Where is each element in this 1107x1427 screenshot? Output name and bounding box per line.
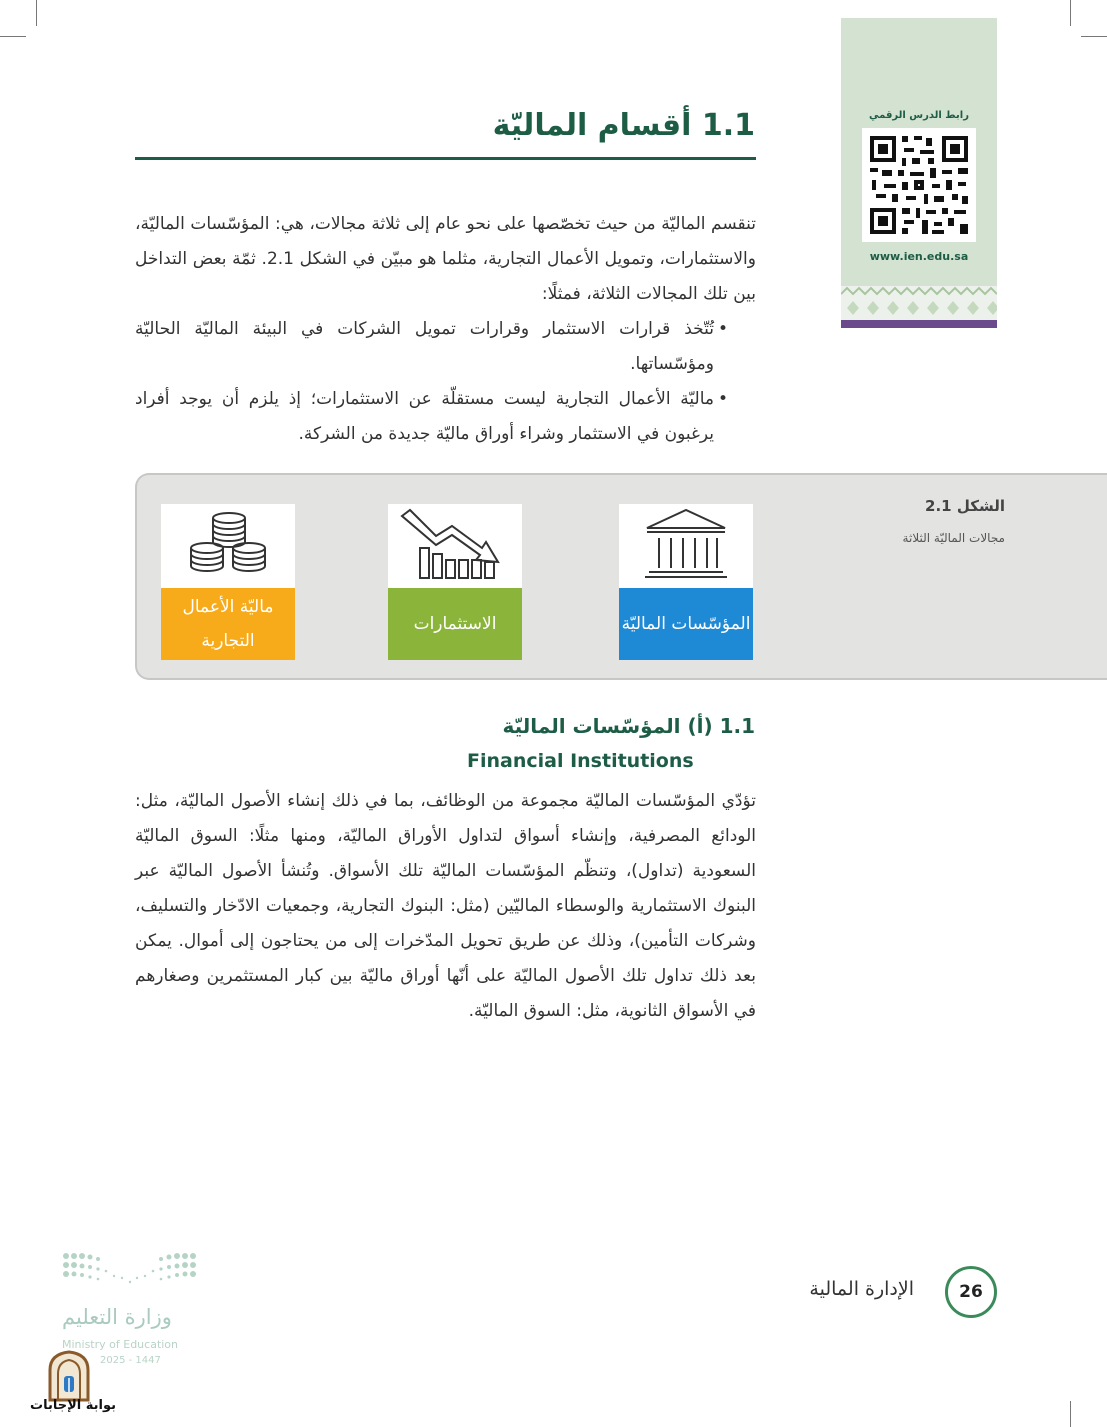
crop-mark [0,36,26,37]
title-underline [135,157,756,160]
ministry-name-arabic: وزارة التعليم [62,1305,172,1329]
overlap-bullet-list [135,312,756,452]
card-financial-institutions [619,504,753,660]
digital-lesson-panel [841,18,997,328]
subsection-title: 1.1 (أ) المؤسّسات الماليّة [502,714,755,738]
qr-code[interactable] [862,128,976,242]
crop-mark [1070,0,1071,26]
card-label: الاستثمارات [388,588,522,660]
edition-year: 2025 - 1447 [100,1355,161,1366]
crop-mark [36,0,37,26]
subsection-title-english: Financial Institutions [467,750,694,772]
figure-caption: مجالات الماليّة الثلاثة [902,531,1005,545]
watermark-text: بوابة الإجابات [30,1398,116,1413]
section-title: 1.1 أقسام الماليّة [492,108,755,143]
bullet-item: • تُتّخذ قرارات الاستثمار وقرارات تمويل الشركات في البيئة الماليّة الحاليّة ومؤسّساتها. [135,312,756,382]
decorative-pattern [841,286,997,320]
lesson-url-link[interactable]: www.ien.edu.sa [869,250,969,263]
card-label: ماليّة الأعمال التجارية [161,588,295,660]
figure-2-1 [135,473,1107,680]
page-number: 26 [945,1266,997,1318]
figure-title: الشكل 2.1 [925,497,1005,515]
bank-building-icon [619,504,753,588]
qr-code-icon [862,128,976,242]
bar-chart-arrow-icon [388,504,522,588]
coins-stack-icon [161,504,295,588]
panel-accent-bar [841,320,997,328]
bullet-item: • ماليّة الأعمال التجارية ليست مستقلّة عن الاستثمارات؛ إذ يلزم أن يوجد أفراد يرغبون في الاستثمار وشراء أوراق ماليّة جديدة من الشركة. [135,382,756,452]
book-name: الإدارة المالية [809,1278,914,1300]
answers-gate-logo-icon [46,1350,92,1402]
qr-label: رابط الدرس الرقمي [869,110,969,121]
card-business-finance [161,504,295,660]
ministry-name-english: Ministry of Education [62,1338,179,1351]
crop-mark [1070,1401,1071,1427]
crop-mark [1081,36,1107,37]
ministry-logo-icon [62,1252,197,1288]
intro-paragraph: تنقسم الماليّة من حيث تخصّصها على نحو عام إلى ثلاثة مجالات، هي: المؤسّسات الماليّة، والاستثمارات، وتمويل الأعمال التجارية، مثلما هو مبيّن في الشكل 2.1. ثمّة بعض التداخل بين تلك المجالات الثلاثة، فمثلًا: [135,214,756,304]
card-investments [388,504,522,660]
card-label: المؤسّسات الماليّة [619,588,753,660]
financial-institutions-paragraph: تؤدّي المؤسّسات الماليّة مجموعة من الوظائف، بما في ذلك إنشاء الأصول الماليّة، مثل: الودائع المصرفية، وإنشاء أسواق لتداول الأوراق الماليّة، ومنها مثلًا: السوق الماليّة السعودية (تداول)، وتنظّم المؤسّسات الماليّة تلك الأسواق. وتُنشأ الأصول الماليّة عبر البنوك الاستثمارية والوسطاء الماليّين (مثل: البنوك التجارية، وجمعيات الادّخار والتسليف، وشركات التأمين)، وذلك عن طريق تحويل المدّخرات إلى من يحتاجون إلى أموال. يمكن بعد ذلك تداول تلك الأصول الماليّة على أنّها أوراق ماليّة بين كبار المستثمرين وصغارهم في الأسواق الثانوية، مثل: السوق الماليّة. [135,791,756,1021]
